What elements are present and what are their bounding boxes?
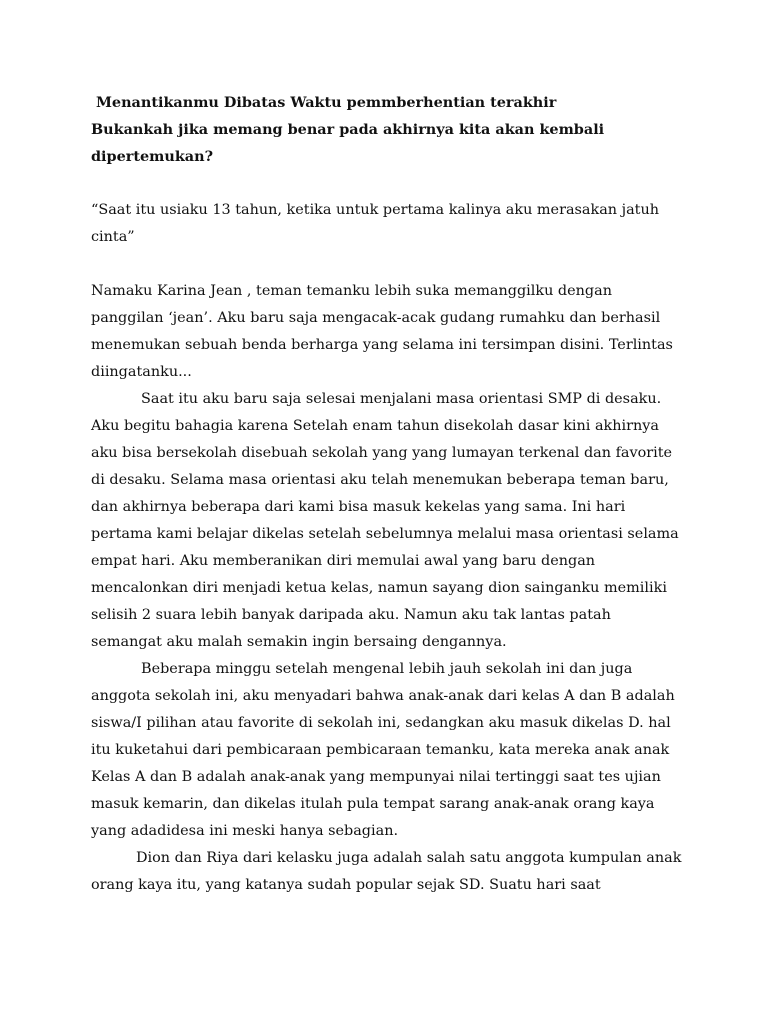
title-line-1: Menantikanmu Dibatas Waktu pemmberhentian terakhir — [96, 94, 557, 111]
document-title — [91, 89, 683, 170]
paragraph-3: Beberapa minggu setelah mengenal lebih jauh sekolah ini dan juga anggota sekolah ini, aku menyadari bahwa anak-anak dari kelas A dan B adalah siswa/I pilihan atau favorite di sekolah ini, sedangkan aku masuk dikelas D. hal itu kuketahui dari pembicaraan pembicaraan temanku, kata mereka anak anak Kelas A dan B adalah anak-anak yang mempunyai nilai tertinggi saat tes ujian masuk kemarin, dan dikelas itulah pula tempat sarang anak-anak orang kaya yang adadidesa ini meski hanya sebagian. — [91, 661, 675, 839]
paragraph-spacer — [91, 251, 683, 278]
document-body — [91, 89, 683, 899]
opening-quote: “Saat itu usiaku 13 tahun, ketika untuk pertama kalinya aku merasakan jatuh cinta” — [91, 202, 659, 245]
title-line-2: Bukankah jika memang benar pada akhirnya kita akan kembali dipertemukan? — [91, 121, 605, 165]
paragraph-1: Namaku Karina Jean , teman temanku lebih suka memanggilku dengan panggilan ‘jean’. Aku baru saja mengacak-acak gudang rumahku dan berhasil menemukan sebuah benda berharga yang selama ini tersimpan disini. Terlintas diingatanku... — [91, 283, 673, 380]
paragraph-4: Dion dan Riya dari kelasku juga adalah salah satu anggota kumpulan anak orang kaya itu, yang katanya sudah popular sejak SD. Suatu hari saat — [91, 850, 682, 893]
paragraph-2: Saat itu aku baru saja selesai menjalani masa orientasi SMP di desaku. Aku begitu bahagia karena Setelah enam tahun disekolah dasar kini akhirnya aku bisa bersekolah disebuah sekolah yang yang lumayan terkenal dan favorite di desaku. Selama masa orientasi aku telah menemukan beberapa teman baru, dan akhirnya beberapa dari kami bisa masuk kekelas yang sama. Ini hari pertama kami belajar dikelas setelah sebelumnya melalui masa orientasi selama empat hari. Aku memberanikan diri memulai awal yang baru dengan mencalonkan diri menjadi ketua kelas, namun sayang dion sainganku memiliki selisih 2 suara lebih banyak daripada aku. Namun aku tak lantas patah semangat aku malah semakin ingin bersaing dengannya. — [91, 391, 679, 650]
